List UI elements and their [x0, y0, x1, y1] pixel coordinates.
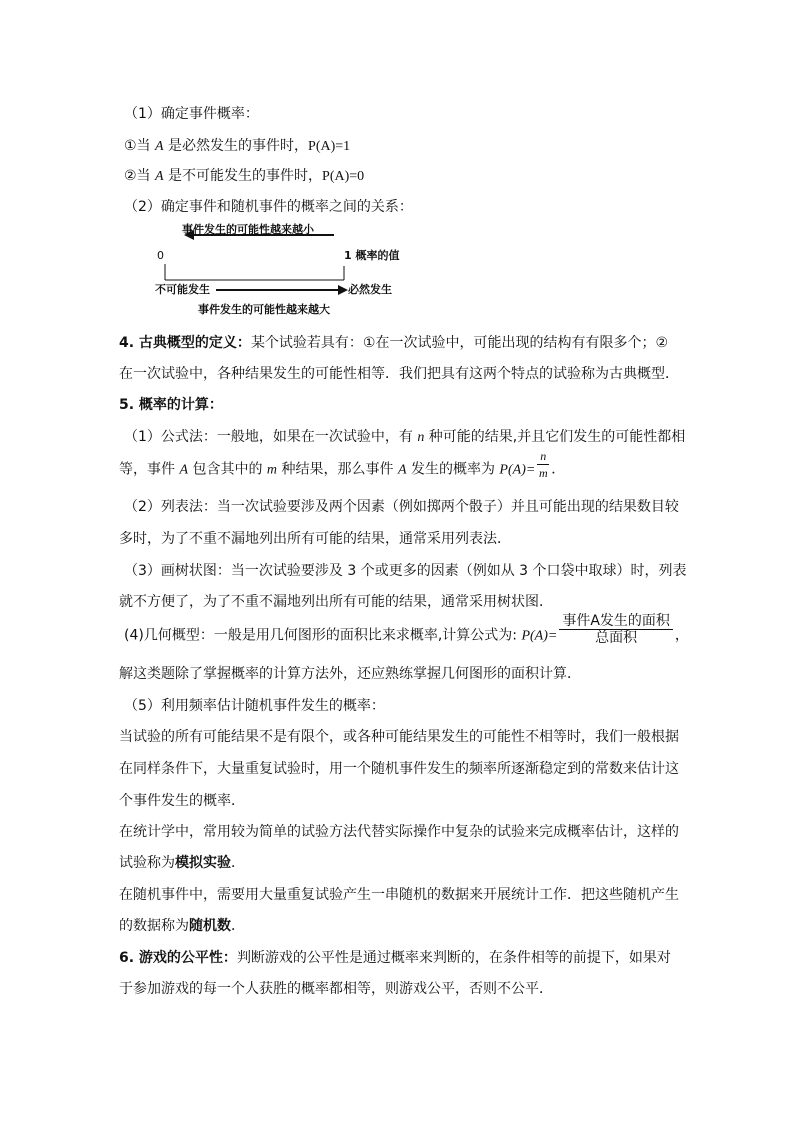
- p4-fraction: [559, 613, 673, 646]
- s1-item2: [124, 166, 364, 187]
- p1-frac-num: n: [537, 448, 549, 465]
- p7-text-a: 的数据称为: [119, 918, 189, 934]
- sec5-p1-line1: [124, 427, 685, 448]
- p4-frac-num: 事件A发生的面积: [559, 613, 673, 630]
- diagram-bottom-label: 事件发生的可能性越来越大: [198, 303, 330, 316]
- sec5-p4-line2: 解这类题除了掌握概率的计算方法外，还应熟练掌握几何图形的面积计算．: [119, 666, 581, 682]
- sec5-p2-line2: 多时，为了不重不漏地列出所有可能的结果，通常采用列表法．: [119, 531, 511, 547]
- diagram-one-label: 1 概率的值: [344, 249, 400, 262]
- p6-text-a: 试验称为: [119, 855, 175, 871]
- s1-item2-mid: 是不可能发生的事件时，: [163, 168, 323, 184]
- sec5-p7-line2: [119, 916, 245, 936]
- diagram-impossible: 不可能发生: [155, 283, 210, 296]
- p6-term: 模拟实验: [175, 855, 231, 871]
- p1-text-a: （1）公式法：一般地，如果在一次试验中，有: [124, 429, 418, 445]
- probability-diagram: [150, 220, 420, 320]
- diagram-certain: 必然发生: [348, 283, 392, 296]
- sec5-p3-line2: 就不方便了，为了不重不漏地列出所有可能的结果，通常采用树状图．: [119, 594, 553, 610]
- sec5-p5-line2: 在同样条件下，大量重复试验时，用一个随机事件发生的频率所逐渐稳定到的常数来估计这: [119, 761, 679, 777]
- s1-item2-var: A: [155, 169, 164, 184]
- p1-end: ．: [551, 461, 566, 478]
- p1-var-A2: A: [397, 462, 407, 478]
- s1-item1: [124, 136, 350, 157]
- p1-var-A: A: [179, 462, 189, 478]
- sec5-p5-line3: 个事件发生的概率．: [119, 793, 245, 809]
- p1-fraction: [537, 448, 549, 481]
- s1-item1-mid: 是必然发生的事件时，: [163, 138, 309, 154]
- p4-end: ，: [674, 627, 689, 644]
- p6-text-c: ．: [231, 855, 245, 871]
- sec6-title: 6. 游戏的公平性：: [119, 950, 237, 966]
- p7-term: 随机数: [189, 918, 231, 934]
- sec4-text1: 某个试验若具有：①在一次试验中，可能出现的结构有有限多个；②: [250, 335, 669, 351]
- p1-l2-d: 发生的概率为: [406, 461, 500, 478]
- p1-l2-c: 种结果，那么事件: [277, 461, 398, 478]
- right-arrow-head: [338, 285, 348, 295]
- p1-l2-a: 等，事件: [119, 461, 180, 478]
- sec5-p5-heading: （5）利用频率估计随机事件发生的概率：: [124, 698, 385, 714]
- p4-text: (4)几何概型：一般是用几何图形的面积比来求概率,计算公式为:: [124, 627, 522, 644]
- s2-heading: （2）确定事件和随机事件的概率之间的关系：: [124, 199, 413, 215]
- sec5-p6-line1: 在统计学中，常用较为简单的试验方法代替实际操作中复杂的试验来完成概率估计，这样的: [119, 824, 679, 840]
- p1-var-m: m: [266, 462, 278, 478]
- p1-text-b: 种可能的结果,并且它们发生的可能性都相: [424, 429, 686, 445]
- s1-item1-formula: P(A)=1: [308, 139, 351, 154]
- sec6-line2: 于参加游戏的每一个人获胜的概率都相等，则游戏公平，否则不公平．: [119, 981, 553, 997]
- s1-heading: （1）确定事件概率：: [124, 106, 259, 122]
- sec5-p2-line1: （2）列表法：当一次试验要涉及两个因素（例如掷两个骰子）并且可能出现的结果数目较: [124, 499, 679, 515]
- s1-item1-pre: ①当: [124, 138, 156, 154]
- p1-frac-den: m: [538, 466, 548, 480]
- sec6-line1: [119, 948, 671, 968]
- sec4-line2: 在一次试验中，各种结果发生的可能性相等．我们把具有这两个特点的试验称为古典概型．: [119, 366, 679, 382]
- p1-var-n: n: [417, 430, 425, 445]
- sec6-text1: 判断游戏的公平性是通过概率来判断的，在条件相等的前提下，如果对: [236, 950, 671, 966]
- sec5-p3-line1: （3）画树状图：当一次试验要涉及 3 个或更多的因素（例如从 3 个口袋中取球）时，列表: [124, 563, 687, 579]
- sec4-title: 4. 古典概型的定义：: [119, 335, 251, 351]
- s1-item2-formula: P(A)=0: [322, 169, 365, 184]
- sec5-p4-line1: [124, 613, 689, 647]
- s1-item2-pre: ②当: [124, 168, 156, 184]
- s1-item1-var: A: [155, 139, 164, 154]
- p4-formula: P(A)=: [521, 628, 558, 644]
- sec5-p5-line1: 当试验的所有可能结果不是有限个，或各种可能结果发生的可能性不相等时，我们一般根据: [119, 729, 679, 745]
- sec4-line1: [119, 333, 668, 353]
- p4-frac-den: 总面积: [595, 630, 638, 646]
- p1-l2-b: 包含其中的: [188, 461, 267, 478]
- sec5-p1-line2: [119, 449, 566, 481]
- diagram-top-label: 事件发生的可能性越来越小: [182, 223, 314, 236]
- sec5-title: 5. 概率的计算：: [119, 397, 223, 413]
- p1-formula: P(A)=: [499, 462, 536, 478]
- sec5-p6-line2: [119, 853, 245, 873]
- sec5-p7-line1: 在随机事件中，需要用大量重复试验产生一串随机的数据来开展统计工作．把这些随机产生: [119, 887, 679, 903]
- diagram-zero: 0: [157, 249, 164, 262]
- p7-text-c: ．: [231, 918, 245, 934]
